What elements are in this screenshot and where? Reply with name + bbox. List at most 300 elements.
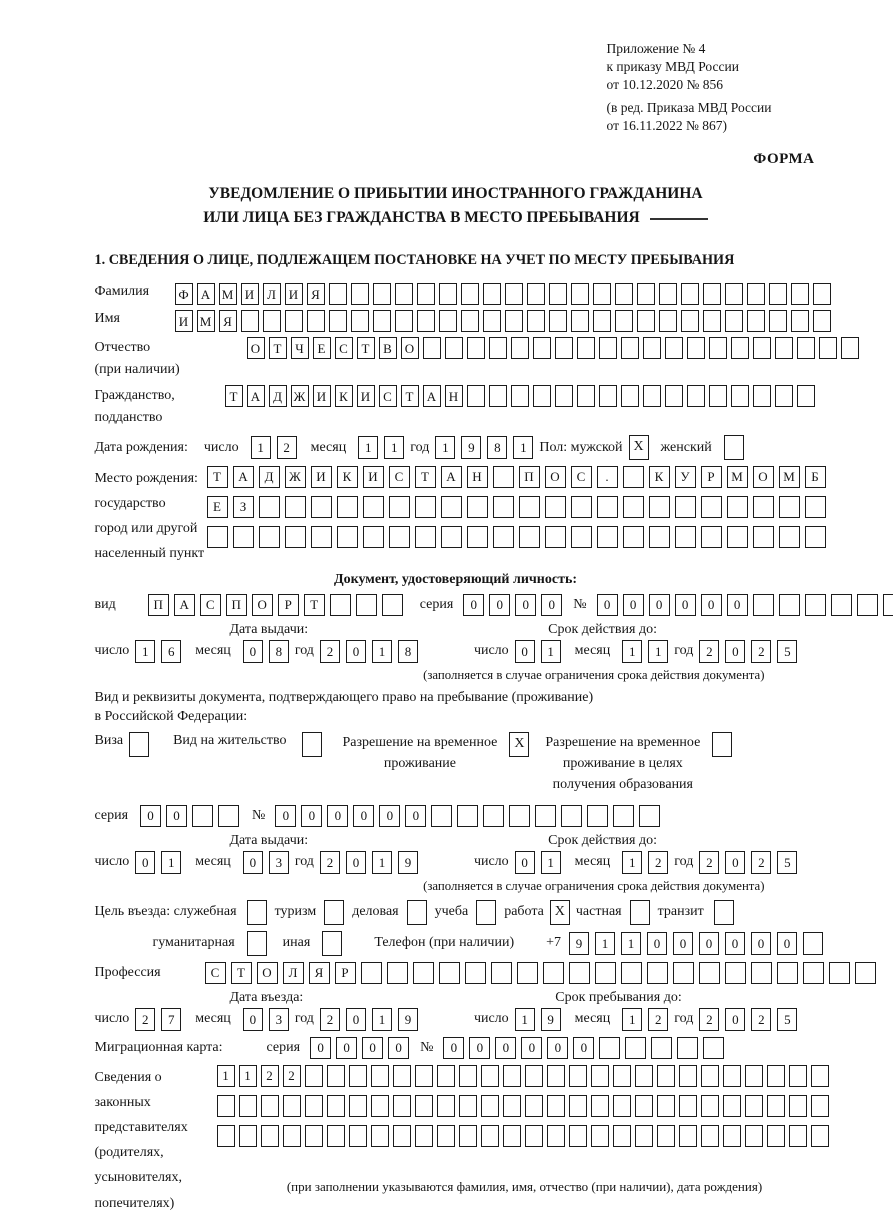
char-cell[interactable] [239,1125,257,1147]
char-cell[interactable]: 1 [435,436,455,459]
char-cell[interactable] [467,526,488,548]
char-cell[interactable] [569,1065,587,1087]
char-cell[interactable] [382,594,403,616]
char-cell[interactable] [503,1065,521,1087]
char-cell[interactable]: 0 [310,1037,331,1059]
char-cell[interactable] [657,1095,675,1117]
char-cell[interactable] [569,1095,587,1117]
char-cell[interactable] [883,594,893,616]
checkbox-cell[interactable] [247,931,267,956]
char-cell[interactable]: 0 [701,594,722,616]
char-cell[interactable] [687,337,705,359]
char-cell[interactable]: 6 [161,640,181,663]
char-cell[interactable]: 0 [362,1037,383,1059]
char-cell[interactable]: А [441,466,462,488]
char-cell[interactable] [415,1125,433,1147]
char-cell[interactable] [709,385,727,407]
char-cell[interactable] [445,337,463,359]
char-cell[interactable] [791,283,809,305]
char-cell[interactable]: 0 [515,640,535,663]
char-cell[interactable] [373,283,391,305]
char-cell[interactable] [727,526,748,548]
char-cell[interactable] [593,310,611,332]
char-cell[interactable] [525,1095,543,1117]
char-cell[interactable] [363,526,384,548]
char-cell[interactable] [351,283,369,305]
char-cell[interactable] [437,1065,455,1087]
char-cell[interactable]: 1 [541,640,561,663]
char-cell[interactable] [831,594,852,616]
char-cell[interactable] [615,283,633,305]
char-cell[interactable] [285,526,306,548]
char-cell[interactable] [591,1065,609,1087]
char-cell[interactable] [665,337,683,359]
char-cell[interactable]: 1 [251,436,271,459]
char-cell[interactable] [489,337,507,359]
char-cell[interactable] [517,962,538,984]
char-cell[interactable] [789,1125,807,1147]
char-cell[interactable] [349,1125,367,1147]
char-cell[interactable]: 0 [336,1037,357,1059]
char-cell[interactable] [789,1095,807,1117]
char-cell[interactable] [635,1065,653,1087]
char-cell[interactable] [777,962,798,984]
char-cell[interactable] [753,526,774,548]
char-cell[interactable]: 1 [513,436,533,459]
char-cell[interactable] [259,496,280,518]
char-cell[interactable]: 1 [622,640,642,663]
char-cell[interactable] [511,385,529,407]
char-cell[interactable]: Ж [285,466,306,488]
char-cell[interactable] [791,310,809,332]
char-cell[interactable]: 8 [398,640,418,663]
char-cell[interactable] [767,1095,785,1117]
char-cell[interactable]: М [219,283,237,305]
char-cell[interactable] [349,1065,367,1087]
char-cell[interactable] [439,310,457,332]
char-cell[interactable]: 0 [346,1008,366,1031]
char-cell[interactable] [503,1095,521,1117]
char-cell[interactable] [415,1095,433,1117]
char-cell[interactable] [595,962,616,984]
char-cell[interactable]: 1 [541,851,561,874]
char-cell[interactable] [283,1125,301,1147]
char-cell[interactable] [415,526,436,548]
char-cell[interactable] [329,310,347,332]
char-cell[interactable] [805,526,826,548]
char-cell[interactable]: 2 [699,640,719,663]
char-cell[interactable] [337,526,358,548]
char-cell[interactable] [461,283,479,305]
char-cell[interactable] [623,466,644,488]
char-cell[interactable] [217,1125,235,1147]
char-cell[interactable] [747,283,765,305]
char-cell[interactable] [457,805,478,827]
char-cell[interactable] [577,337,595,359]
char-cell[interactable] [699,962,720,984]
char-cell[interactable]: 0 [521,1037,542,1059]
char-cell[interactable]: Я [309,962,330,984]
char-cell[interactable]: М [779,466,800,488]
checkbox-cell[interactable] [714,900,734,925]
char-cell[interactable] [389,496,410,518]
char-cell[interactable]: 2 [699,851,719,874]
char-cell[interactable]: Б [805,466,826,488]
checkbox-cell[interactable] [129,732,149,757]
char-cell[interactable] [261,1095,279,1117]
char-cell[interactable] [659,283,677,305]
char-cell[interactable]: 9 [569,932,589,955]
char-cell[interactable]: Р [335,962,356,984]
char-cell[interactable] [701,526,722,548]
char-cell[interactable]: А [174,594,195,616]
char-cell[interactable] [571,283,589,305]
char-cell[interactable] [511,337,529,359]
checkbox-cell[interactable] [724,435,744,460]
char-cell[interactable]: 0 [777,932,797,955]
char-cell[interactable]: 0 [135,851,155,874]
char-cell[interactable] [327,1065,345,1087]
char-cell[interactable]: Е [207,496,228,518]
checkbox-cell[interactable] [407,900,427,925]
char-cell[interactable]: А [247,385,265,407]
char-cell[interactable] [239,1095,257,1117]
char-cell[interactable] [259,526,280,548]
char-cell[interactable] [775,385,793,407]
char-cell[interactable] [459,1065,477,1087]
char-cell[interactable] [775,337,793,359]
char-cell[interactable]: 7 [161,1008,181,1031]
char-cell[interactable]: 0 [725,932,745,955]
char-cell[interactable]: 0 [443,1037,464,1059]
char-cell[interactable]: 0 [243,1008,263,1031]
char-cell[interactable] [549,310,567,332]
char-cell[interactable]: 1 [622,1008,642,1031]
char-cell[interactable] [681,310,699,332]
char-cell[interactable]: С [379,385,397,407]
char-cell[interactable] [431,805,452,827]
char-cell[interactable] [613,1095,631,1117]
char-cell[interactable]: 0 [405,805,426,827]
char-cell[interactable] [263,310,281,332]
char-cell[interactable]: . [597,466,618,488]
char-cell[interactable] [283,1095,301,1117]
char-cell[interactable] [493,466,514,488]
char-cell[interactable]: И [241,283,259,305]
checkbox-cell[interactable] [322,931,342,956]
char-cell[interactable]: К [335,385,353,407]
char-cell[interactable] [651,1037,672,1059]
char-cell[interactable]: А [233,466,254,488]
char-cell[interactable]: Т [415,466,436,488]
char-cell[interactable] [481,1065,499,1087]
char-cell[interactable]: 5 [777,851,797,874]
char-cell[interactable] [483,310,501,332]
char-cell[interactable] [591,1125,609,1147]
char-cell[interactable] [329,283,347,305]
char-cell[interactable] [621,962,642,984]
char-cell[interactable]: С [389,466,410,488]
char-cell[interactable]: 0 [573,1037,594,1059]
char-cell[interactable]: 0 [725,640,745,663]
char-cell[interactable] [769,283,787,305]
char-cell[interactable] [533,385,551,407]
char-cell[interactable] [613,1125,631,1147]
char-cell[interactable] [503,1125,521,1147]
char-cell[interactable] [549,283,567,305]
char-cell[interactable] [857,594,878,616]
char-cell[interactable] [753,496,774,518]
char-cell[interactable]: 0 [346,640,366,663]
char-cell[interactable]: В [379,337,397,359]
char-cell[interactable] [569,1125,587,1147]
char-cell[interactable]: О [257,962,278,984]
char-cell[interactable]: 1 [648,640,668,663]
char-cell[interactable]: П [519,466,540,488]
char-cell[interactable]: 2 [648,851,668,874]
char-cell[interactable]: 0 [388,1037,409,1059]
char-cell[interactable] [569,962,590,984]
char-cell[interactable] [751,962,772,984]
char-cell[interactable] [649,496,670,518]
char-cell[interactable] [349,1095,367,1117]
char-cell[interactable]: Т [304,594,325,616]
char-cell[interactable] [635,1095,653,1117]
char-cell[interactable]: 1 [372,851,392,874]
char-cell[interactable] [647,962,668,984]
char-cell[interactable]: 1 [135,640,155,663]
char-cell[interactable] [415,496,436,518]
char-cell[interactable] [701,1065,719,1087]
char-cell[interactable] [673,962,694,984]
char-cell[interactable] [805,594,826,616]
checkbox-cell[interactable] [712,732,732,757]
char-cell[interactable] [709,337,727,359]
char-cell[interactable] [613,1065,631,1087]
char-cell[interactable] [361,962,382,984]
char-cell[interactable]: 0 [725,1008,745,1031]
char-cell[interactable]: 1 [372,1008,392,1031]
char-cell[interactable] [745,1095,763,1117]
char-cell[interactable] [811,1065,829,1087]
char-cell[interactable]: Р [278,594,299,616]
char-cell[interactable]: 1 [358,436,378,459]
char-cell[interactable] [767,1125,785,1147]
char-cell[interactable]: Ж [291,385,309,407]
char-cell[interactable]: И [311,466,332,488]
char-cell[interactable] [841,337,859,359]
char-cell[interactable] [543,962,564,984]
char-cell[interactable] [779,526,800,548]
char-cell[interactable]: Л [263,283,281,305]
char-cell[interactable] [330,594,351,616]
checkbox-cell[interactable] [247,900,267,925]
checkbox-cell[interactable] [302,732,322,757]
char-cell[interactable]: М [197,310,215,332]
char-cell[interactable]: 9 [541,1008,561,1031]
char-cell[interactable] [467,337,485,359]
char-cell[interactable] [417,283,435,305]
char-cell[interactable] [241,310,259,332]
char-cell[interactable]: И [363,466,384,488]
char-cell[interactable] [637,310,655,332]
char-cell[interactable]: Л [283,962,304,984]
char-cell[interactable] [613,805,634,827]
char-cell[interactable] [561,805,582,827]
char-cell[interactable]: 2 [751,851,771,874]
char-cell[interactable] [307,310,325,332]
char-cell[interactable] [311,526,332,548]
char-cell[interactable] [753,385,771,407]
char-cell[interactable]: 2 [261,1065,279,1087]
char-cell[interactable] [413,962,434,984]
char-cell[interactable] [725,962,746,984]
char-cell[interactable]: И [357,385,375,407]
char-cell[interactable] [797,337,815,359]
char-cell[interactable] [657,1065,675,1087]
char-cell[interactable]: 2 [648,1008,668,1031]
char-cell[interactable] [327,1095,345,1117]
checkbox-cell[interactable]: X [629,435,649,460]
char-cell[interactable]: 0 [379,805,400,827]
char-cell[interactable]: У [675,466,696,488]
char-cell[interactable] [745,1065,763,1087]
char-cell[interactable] [597,526,618,548]
char-cell[interactable] [745,1125,763,1147]
char-cell[interactable] [657,1125,675,1147]
char-cell[interactable] [725,283,743,305]
char-cell[interactable]: 2 [751,640,771,663]
char-cell[interactable] [727,496,748,518]
char-cell[interactable] [547,1125,565,1147]
char-cell[interactable]: М [727,466,748,488]
char-cell[interactable] [525,1125,543,1147]
char-cell[interactable] [767,1065,785,1087]
char-cell[interactable]: К [337,466,358,488]
char-cell[interactable] [439,962,460,984]
char-cell[interactable]: 0 [751,932,771,955]
char-cell[interactable] [623,526,644,548]
checkbox-cell[interactable] [324,900,344,925]
char-cell[interactable]: Р [701,466,722,488]
char-cell[interactable] [813,283,831,305]
char-cell[interactable]: Т [225,385,243,407]
char-cell[interactable] [769,310,787,332]
char-cell[interactable]: 0 [597,594,618,616]
char-cell[interactable]: С [571,466,592,488]
char-cell[interactable]: 0 [515,851,535,874]
char-cell[interactable]: 8 [269,640,289,663]
char-cell[interactable] [803,932,823,955]
char-cell[interactable]: Ч [291,337,309,359]
char-cell[interactable]: 9 [398,1008,418,1031]
char-cell[interactable] [623,496,644,518]
char-cell[interactable]: 0 [463,594,484,616]
char-cell[interactable]: 0 [495,1037,516,1059]
char-cell[interactable] [217,1095,235,1117]
char-cell[interactable] [571,310,589,332]
char-cell[interactable]: 2 [320,851,340,874]
char-cell[interactable] [525,1065,543,1087]
char-cell[interactable]: Т [401,385,419,407]
char-cell[interactable] [437,1095,455,1117]
char-cell[interactable] [505,310,523,332]
char-cell[interactable]: 0 [675,594,696,616]
char-cell[interactable]: Т [207,466,228,488]
char-cell[interactable] [285,496,306,518]
char-cell[interactable]: 1 [384,436,404,459]
char-cell[interactable] [797,385,815,407]
char-cell[interactable]: 0 [275,805,296,827]
char-cell[interactable]: 3 [269,1008,289,1031]
char-cell[interactable]: О [252,594,273,616]
char-cell[interactable]: Я [219,310,237,332]
char-cell[interactable]: П [148,594,169,616]
char-cell[interactable] [637,283,655,305]
char-cell[interactable]: 1 [621,932,641,955]
char-cell[interactable] [725,310,743,332]
char-cell[interactable] [393,1065,411,1087]
char-cell[interactable]: 0 [649,594,670,616]
char-cell[interactable] [687,385,705,407]
char-cell[interactable] [703,283,721,305]
char-cell[interactable]: С [200,594,221,616]
char-cell[interactable] [285,310,303,332]
char-cell[interactable] [681,283,699,305]
char-cell[interactable] [527,283,545,305]
char-cell[interactable] [417,310,435,332]
char-cell[interactable] [855,962,876,984]
char-cell[interactable] [703,310,721,332]
char-cell[interactable] [393,1095,411,1117]
char-cell[interactable] [415,1065,433,1087]
char-cell[interactable] [723,1125,741,1147]
char-cell[interactable]: Т [357,337,375,359]
char-cell[interactable] [753,594,774,616]
char-cell[interactable] [311,496,332,518]
char-cell[interactable]: 1 [372,640,392,663]
char-cell[interactable] [535,805,556,827]
char-cell[interactable]: 5 [777,640,797,663]
char-cell[interactable] [351,310,369,332]
char-cell[interactable]: Я [307,283,325,305]
char-cell[interactable]: 0 [699,932,719,955]
char-cell[interactable]: 5 [777,1008,797,1031]
char-cell[interactable]: 2 [320,640,340,663]
char-cell[interactable]: Д [269,385,287,407]
char-cell[interactable]: 0 [346,851,366,874]
char-cell[interactable] [571,526,592,548]
char-cell[interactable] [505,283,523,305]
char-cell[interactable] [389,526,410,548]
char-cell[interactable] [363,496,384,518]
char-cell[interactable] [545,496,566,518]
char-cell[interactable] [679,1125,697,1147]
char-cell[interactable] [493,526,514,548]
char-cell[interactable] [593,283,611,305]
char-cell[interactable] [813,310,831,332]
char-cell[interactable] [459,1095,477,1117]
char-cell[interactable] [615,310,633,332]
char-cell[interactable] [555,385,573,407]
char-cell[interactable]: 2 [283,1065,301,1087]
char-cell[interactable]: 9 [398,851,418,874]
char-cell[interactable]: 0 [673,932,693,955]
char-cell[interactable] [459,1125,477,1147]
char-cell[interactable] [439,283,457,305]
char-cell[interactable] [509,805,530,827]
checkbox-cell[interactable] [476,900,496,925]
